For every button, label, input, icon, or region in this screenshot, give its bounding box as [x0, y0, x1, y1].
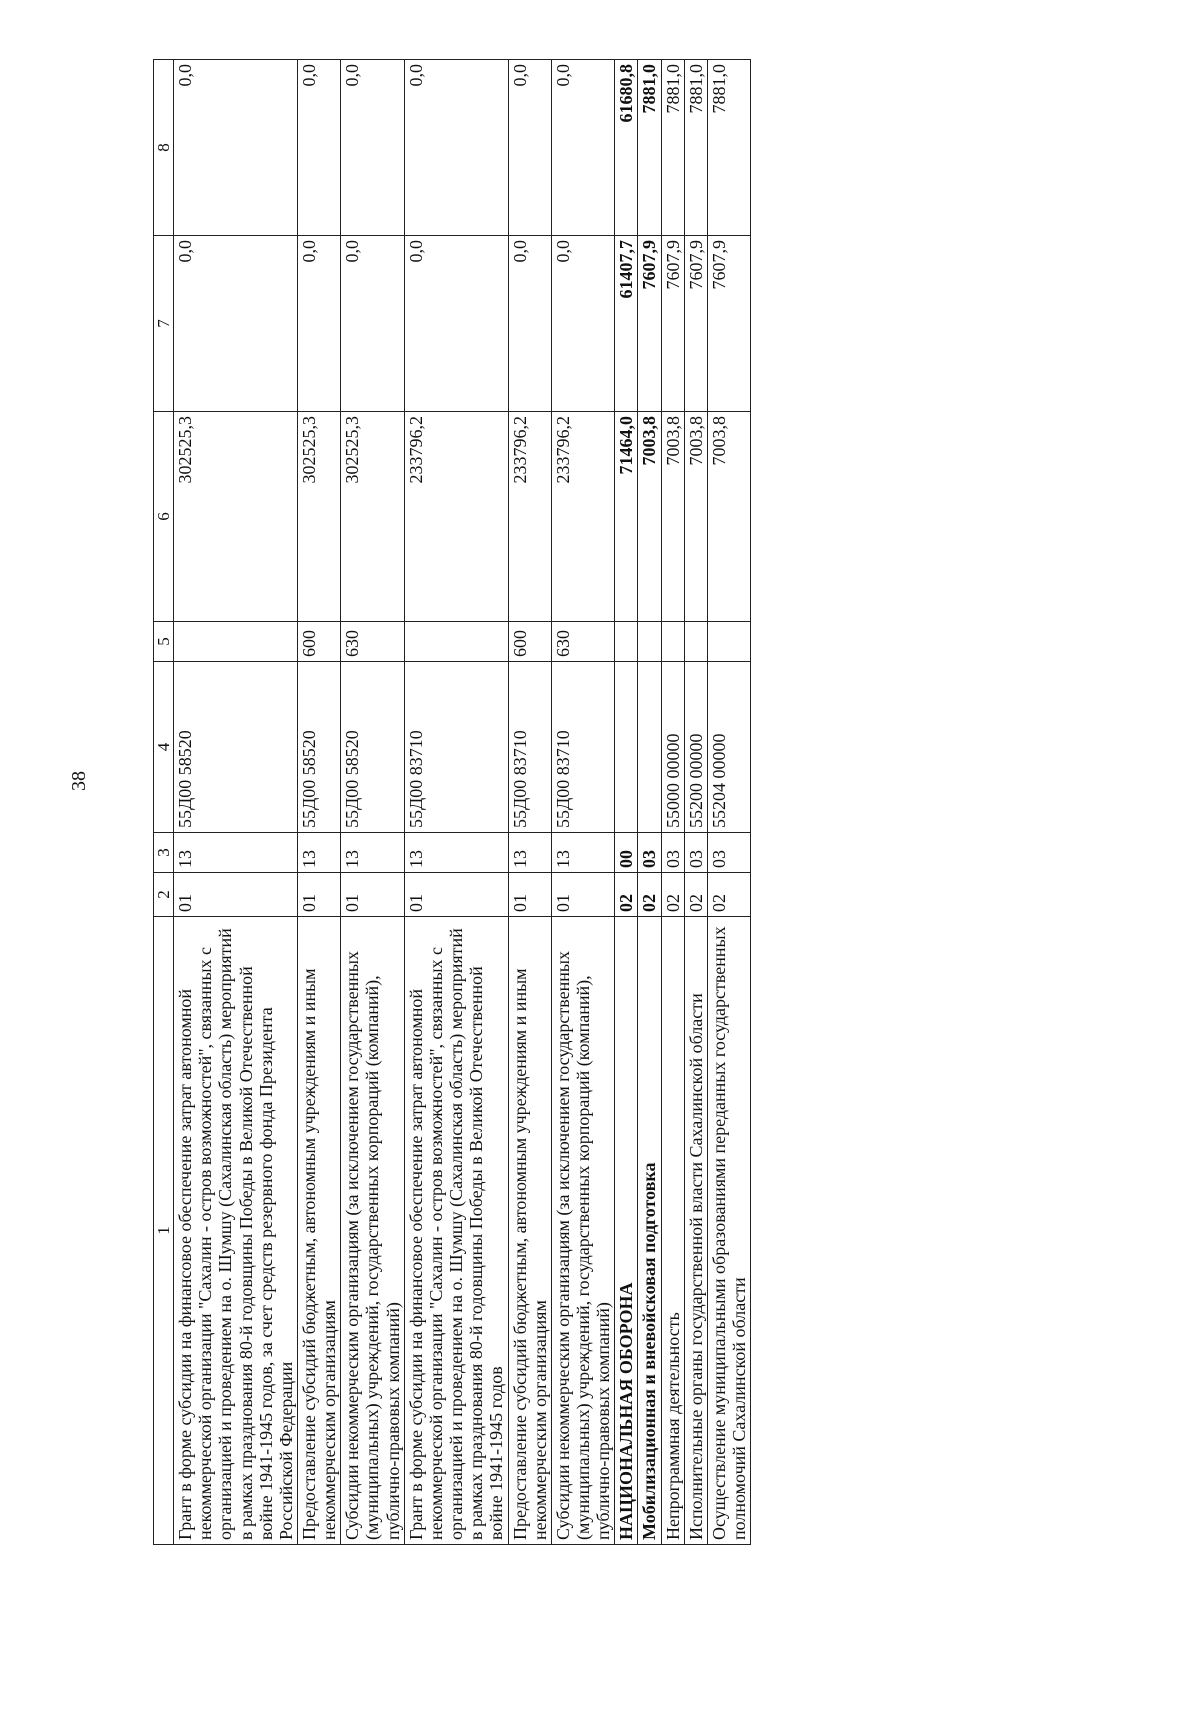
amount-col6-cell: 302525,3 [297, 412, 340, 622]
target-article-cell [638, 662, 661, 833]
section-code-cell: 01 [404, 873, 508, 917]
subsection-code-cell: 03 [638, 833, 661, 873]
target-article-cell: 55000 00000 [661, 662, 684, 833]
target-article-cell: 55Д00 83710 [508, 662, 551, 833]
amount-col7-cell: 0,0 [341, 236, 404, 412]
amount-col6-cell: 7003,8 [638, 412, 661, 622]
row-name-cell: Осуществление муниципальными образованиями переданных государственных полномочий Сахалинской области [707, 917, 750, 1545]
table-row [174, 60, 298, 1545]
section-code-cell: 02 [684, 873, 707, 917]
section-code-cell: 02 [615, 873, 638, 917]
row-name-cell: Грант в форме субсидии на финансовое обеспечение затрат автономной некоммерческой организации "Сахалин - остров возможностей", связанных с организацией и проведением на о. Шумшу (Сахалинская область) мероприятий в рамках празднования 80-й годовщины Победы в Великой Отечественной войне 1941-1945 годов, за счет средств резервного фонда Президента Российской Федерации [174, 917, 298, 1545]
section-code-cell: 02 [661, 873, 684, 917]
expense-type-cell [174, 622, 298, 662]
subsection-code-cell: 13 [297, 833, 340, 873]
header-cell: 3 [154, 833, 174, 873]
amount-col8-cell: 0,0 [341, 60, 404, 236]
amount-col6-cell: 7003,8 [684, 412, 707, 622]
amount-col6-cell: 233796,2 [551, 412, 614, 622]
subsection-code-cell: 03 [707, 833, 750, 873]
amount-col7-cell: 0,0 [551, 236, 614, 412]
section-code-cell: 01 [174, 873, 298, 917]
table-row [404, 60, 508, 1545]
expense-type-cell [404, 622, 508, 662]
row-name-cell: Предоставление субсидий бюджетным, автономным учреждениям и иным некоммерческим организациям [297, 917, 340, 1545]
section-code-cell: 01 [297, 873, 340, 917]
amount-col7-cell: 7607,9 [684, 236, 707, 412]
amount-col6-cell: 302525,3 [341, 412, 404, 622]
row-name-cell: НАЦИОНАЛЬНАЯ ОБОРОНА [615, 917, 638, 1545]
target-article-cell: 55204 00000 [707, 662, 750, 833]
expense-type-cell [638, 622, 661, 662]
page-number: 38 [68, 771, 90, 791]
amount-col7-cell: 7607,9 [707, 236, 750, 412]
amount-col8-cell: 7881,0 [661, 60, 684, 236]
table-row [341, 60, 404, 1545]
subsection-code-cell: 00 [615, 833, 638, 873]
subsection-code-cell: 03 [684, 833, 707, 873]
expense-type-cell: 600 [508, 622, 551, 662]
amount-col7-cell: 61407,7 [615, 236, 638, 412]
amount-col7-cell: 0,0 [404, 236, 508, 412]
amount-col8-cell: 0,0 [404, 60, 508, 236]
table-row [508, 60, 551, 1545]
amount-col6-cell: 71464,0 [615, 412, 638, 622]
table-row [615, 60, 638, 1545]
expense-type-cell: 630 [341, 622, 404, 662]
section-code-cell: 01 [551, 873, 614, 917]
amount-col7-cell: 7607,9 [661, 236, 684, 412]
expense-type-cell [684, 622, 707, 662]
target-article-cell [615, 662, 638, 833]
amount-col6-cell: 7003,8 [707, 412, 750, 622]
header-cell: 4 [154, 662, 174, 833]
row-name-cell: Предоставление субсидий бюджетным, автономным учреждениям и иным некоммерческим организациям [508, 917, 551, 1545]
target-article-cell: 55Д00 58520 [297, 662, 340, 833]
row-name-cell: Исполнительные органы государственной власти Сахалинской области [684, 917, 707, 1545]
rotated-table-wrapper [153, 60, 1060, 1545]
section-code-cell: 02 [707, 873, 750, 917]
target-article-cell: 55Д00 83710 [404, 662, 508, 833]
amount-col8-cell: 7881,0 [638, 60, 661, 236]
header-cell: 2 [154, 873, 174, 917]
target-article-cell: 55Д00 83710 [551, 662, 614, 833]
amount-col6-cell: 233796,2 [508, 412, 551, 622]
table-row [638, 60, 661, 1545]
section-code-cell: 01 [341, 873, 404, 917]
section-code-cell: 02 [638, 873, 661, 917]
header-cell: 5 [154, 622, 174, 662]
header-cell: 8 [154, 60, 174, 236]
subsection-code-cell: 13 [551, 833, 614, 873]
amount-col7-cell: 0,0 [174, 236, 298, 412]
row-name-cell: Непрограммная деятельность [661, 917, 684, 1545]
amount-col6-cell: 233796,2 [404, 412, 508, 622]
amount-col6-cell: 302525,3 [174, 412, 298, 622]
amount-col8-cell: 7881,0 [684, 60, 707, 236]
row-name-cell: Субсидии некоммерческим организациям (за исключением государственных (муниципальных) учреждений, государственных корпораций (компаний), публично-правовых компаний) [551, 917, 614, 1545]
expense-type-cell [707, 622, 750, 662]
header-row [154, 60, 174, 1545]
row-name-cell: Грант в форме субсидии на финансовое обеспечение затрат автономной некоммерческой организации "Сахалин - остров возможностей", связанных с организацией и проведением на о. Шумшу (Сахалинская область) мероприятий в рамках празднования 80-й годовщины Победы в Великой Отечественной войне 1941-1945 годов [404, 917, 508, 1545]
amount-col8-cell: 0,0 [297, 60, 340, 236]
subsection-code-cell: 13 [341, 833, 404, 873]
amount-col7-cell: 7607,9 [638, 236, 661, 412]
header-cell: 1 [154, 917, 174, 1545]
amount-col8-cell: 7881,0 [707, 60, 750, 236]
row-name-cell: Мобилизационная и вневойсковая подготовка [638, 917, 661, 1545]
amount-col8-cell: 0,0 [508, 60, 551, 236]
table-row [551, 60, 614, 1545]
row-name-cell: Субсидии некоммерческим организациям (за исключением государственных (муниципальных) учреждений, государственных корпораций (компаний), публично-правовых компаний) [341, 917, 404, 1545]
expense-type-cell: 630 [551, 622, 614, 662]
table-row [684, 60, 707, 1545]
table-row [297, 60, 340, 1545]
header-cell: 7 [154, 236, 174, 412]
header-cell: 6 [154, 412, 174, 622]
budget-table [153, 59, 751, 1545]
amount-col8-cell: 61680,8 [615, 60, 638, 236]
amount-col8-cell: 0,0 [174, 60, 298, 236]
target-article-cell: 55Д00 58520 [174, 662, 298, 833]
amount-col8-cell: 0,0 [551, 60, 614, 236]
section-code-cell: 01 [508, 873, 551, 917]
expense-type-cell [615, 622, 638, 662]
subsection-code-cell: 13 [508, 833, 551, 873]
target-article-cell: 55200 00000 [684, 662, 707, 833]
table-row [707, 60, 750, 1545]
expense-type-cell [661, 622, 684, 662]
subsection-code-cell: 03 [661, 833, 684, 873]
subsection-code-cell: 13 [174, 833, 298, 873]
table-row [661, 60, 684, 1545]
amount-col7-cell: 0,0 [297, 236, 340, 412]
amount-col6-cell: 7003,8 [661, 412, 684, 622]
amount-col7-cell: 0,0 [508, 236, 551, 412]
subsection-code-cell: 13 [404, 833, 508, 873]
expense-type-cell: 600 [297, 622, 340, 662]
target-article-cell: 55Д00 58520 [341, 662, 404, 833]
